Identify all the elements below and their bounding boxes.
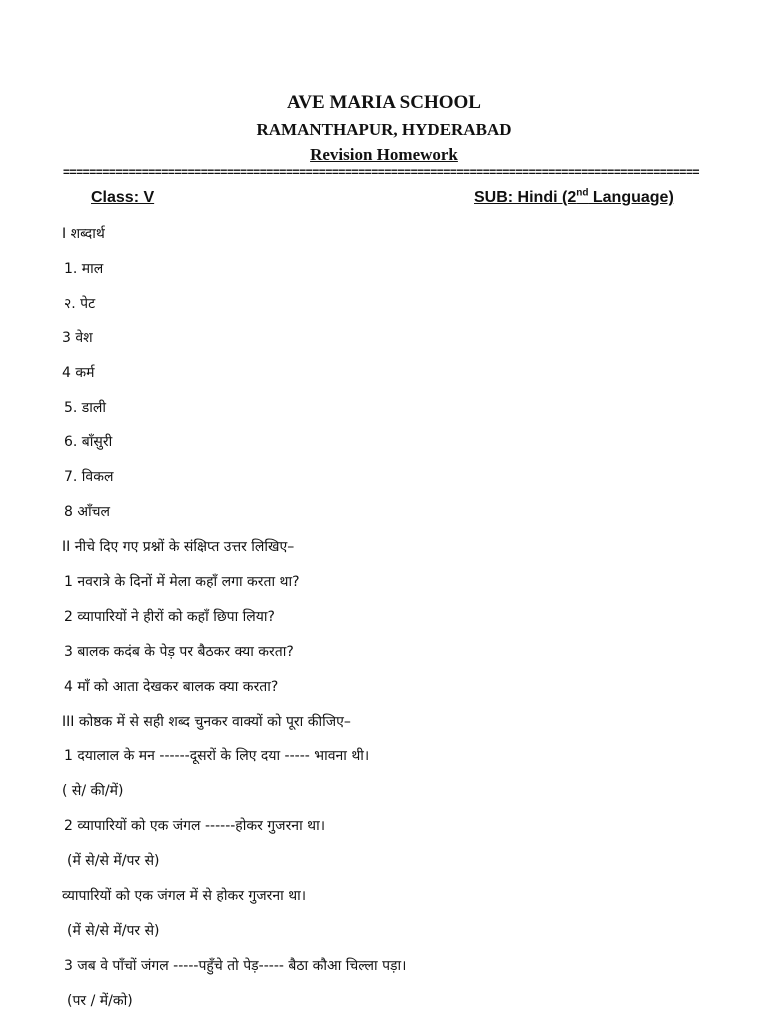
list-item: 3 वेश xyxy=(62,330,93,346)
subject-suffix: Language) xyxy=(588,189,674,206)
option-hint: (में से/से में/पर से) xyxy=(67,923,160,939)
class-label: Class: V xyxy=(91,189,155,206)
question-item: 4 माँ को आता देखकर बालक क्या करता? xyxy=(64,679,279,695)
question-item: 2 व्यापारियों ने हीरों को कहाँ छिपा लिया? xyxy=(64,609,275,625)
school-location: RAMANTHAPUR, HYDERABAD xyxy=(256,120,512,139)
option-hint: (में से/से में/पर से) xyxy=(67,853,160,869)
list-item: 4 कर्म xyxy=(62,365,95,381)
document-title: Revision Homework xyxy=(310,145,458,164)
section-heading-3: III कोष्ठक में से सही शब्द चुनकर वाक्यों को पूरा कीजिए– xyxy=(62,714,351,730)
subject-label xyxy=(474,189,674,207)
list-item: 1. माल xyxy=(64,261,104,277)
fill-blank-item: 3 जब वे पाँचों जंगल -----पहुँचे तो पेड़----- बैठा कौआ चिल्ला पड़ा। xyxy=(64,958,407,974)
fill-blank-item: 2 व्यापारियों को एक जंगल ------होकर गुजरना था। xyxy=(64,818,326,834)
school-name: AVE MARIA SCHOOL xyxy=(287,92,481,113)
list-item: 5. डाली xyxy=(64,400,107,416)
option-hint: ( से/ की/में) xyxy=(62,783,124,799)
list-item: २. पेट xyxy=(64,296,96,312)
separator-rule: ================================================================================================= xyxy=(63,165,700,179)
list-item: 6. बाँसुरी xyxy=(64,434,113,450)
question-item: 3 बालक कदंब के पेड़ पर बैठकर क्या करता? xyxy=(64,644,294,660)
answer-line: व्यापारियों को एक जंगल में से होकर गुजरना था। xyxy=(62,888,307,904)
fill-blank-item: 1 दयालाल के मन ------दूसरों के लिए दया ----- भावना थी। xyxy=(64,748,370,764)
question-item: 1 नवरात्रे के दिनों में मेला कहाँ लगा करता था? xyxy=(64,574,300,590)
option-hint: (पर / में/को) xyxy=(67,993,133,1009)
section-heading-2: II नीचे दिए गए प्रश्नों के संक्षिप्त उत्तर लिखिए– xyxy=(62,539,295,555)
section-heading-1: I शब्दार्थ xyxy=(62,226,105,242)
subject-superscript: nd xyxy=(576,187,589,199)
list-item: 8 आँचल xyxy=(64,504,111,520)
list-item: 7. विकल xyxy=(64,469,114,485)
subject-prefix: SUB: Hindi (2 xyxy=(474,189,577,206)
